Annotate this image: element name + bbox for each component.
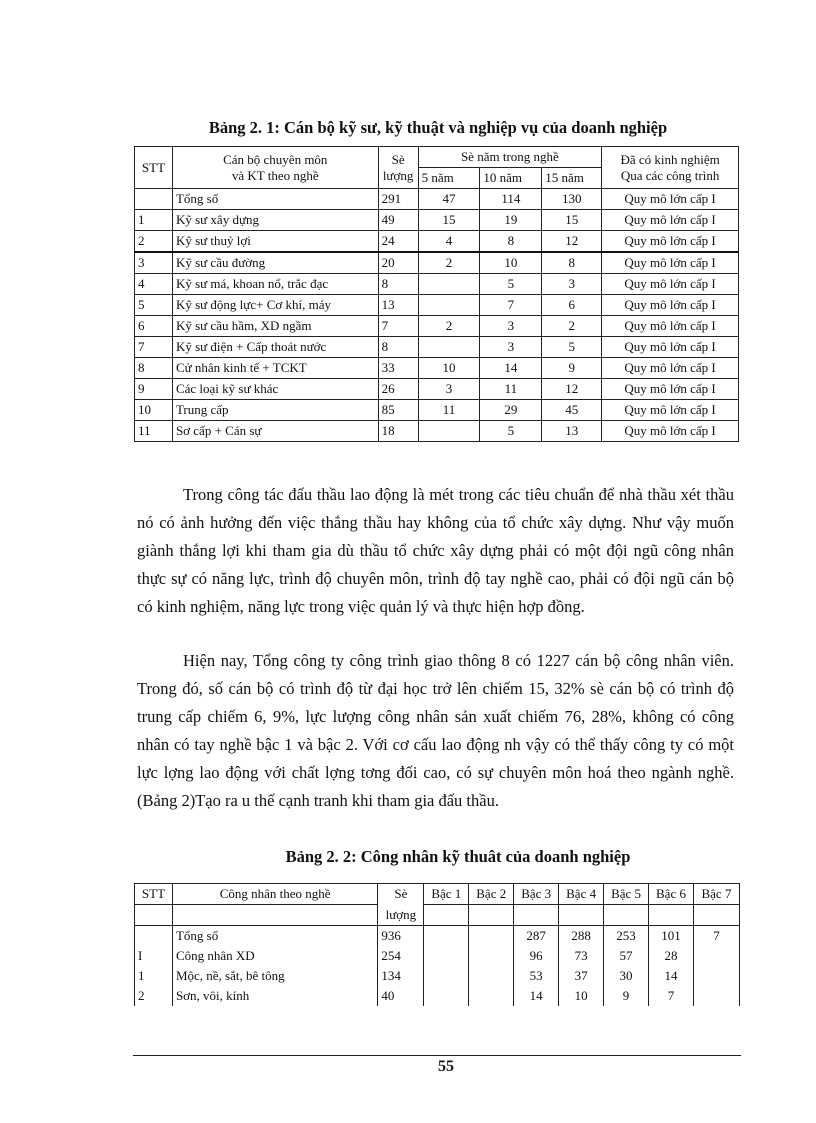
t2-header-level-2: Bậc 2 — [469, 884, 514, 905]
t2-cell-level — [469, 966, 514, 986]
paragraph-workforce — [137, 647, 734, 815]
cell-10y: 7 — [480, 295, 542, 316]
table-row — [135, 379, 739, 400]
cell-stt: 11 — [135, 421, 173, 442]
header-count — [378, 147, 418, 189]
page-number: 55 — [438, 1058, 454, 1075]
t2-cell-level: 30 — [604, 966, 649, 986]
cell-10y: 3 — [480, 316, 542, 337]
t2-cell-level: 28 — [649, 946, 694, 966]
t2-header-level-6: Bậc 6 — [649, 884, 694, 905]
header-count-line2: lượng — [382, 167, 414, 183]
cell-exp: Quy mô lớn cấp I — [602, 189, 739, 210]
t2-header-trade: Công nhân theo nghề — [172, 884, 377, 905]
table-row — [135, 337, 739, 358]
cell-5y: 2 — [418, 252, 480, 274]
cell-count: 26 — [378, 379, 418, 400]
cell-10y: 14 — [480, 358, 542, 379]
t2-cell-level: 7 — [649, 986, 694, 1006]
cell-stt: 1 — [135, 210, 173, 231]
cell-10y: 3 — [480, 337, 542, 358]
cell-count: 7 — [378, 316, 418, 337]
t2-header-level-3: Bậc 3 — [514, 884, 559, 905]
cell-exp: Quy mô lớn cấp I — [602, 231, 739, 253]
table-row — [135, 210, 739, 231]
cell-15y: 12 — [542, 379, 602, 400]
t2-cell-level — [693, 946, 739, 966]
cell-role: Kỹ sư cầu hầm, XD ngầm — [172, 316, 378, 337]
cell-15y: 8 — [542, 252, 602, 274]
cell-stt: 4 — [135, 274, 173, 295]
table-skilled-workers — [134, 883, 740, 1006]
cell-role: Kỹ sư xây dựng — [172, 210, 378, 231]
cell-5y — [418, 274, 480, 295]
table-row — [135, 946, 740, 966]
t2-header-level-7: Bậc 7 — [693, 884, 739, 905]
header-5-years: 5 năm — [418, 168, 480, 189]
cell-role: Sơ cấp + Cán sự — [172, 421, 378, 442]
cell-role: Kỹ sư động lực+ Cơ khí, máy — [172, 295, 378, 316]
cell-15y: 13 — [542, 421, 602, 442]
t2-cell-level: 53 — [514, 966, 559, 986]
cell-10y: 19 — [480, 210, 542, 231]
cell-5y — [418, 295, 480, 316]
t2-cell-stt — [135, 926, 173, 947]
t2-cell-count: 254 — [378, 946, 424, 966]
cell-5y: 4 — [418, 231, 480, 253]
header-count-line1: Sè — [391, 151, 405, 167]
t2-cell-level — [424, 926, 469, 947]
paragraph-bidding — [137, 481, 734, 621]
cell-15y: 5 — [542, 337, 602, 358]
cell-role: Tổng số — [172, 189, 378, 210]
cell-exp: Quy mô lớn cấp I — [602, 316, 739, 337]
cell-10y: 29 — [480, 400, 542, 421]
paragraph2-text: Hiện nay, Tổng công ty công trình giao thông 8 có 1227 cán bộ công nhân viên. Trong đó, số cán bộ có trình độ từ đại học trở lên chiếm 15, 32% sè cán bộ có trình độ trung cấp chiếm 6, 9%, lực lượng công nhân sản xuất chiếm 76, 28%, không có công nhân có tay nghề bậc 1 và bậc 2. Với cơ cấu lao động nh vậy có thể thấy công ty có một lực lợng lao động với chất lợng tơng đối cao, có sự chuyên môn hoá theo ngành nghề. (Bảng 2)Tạo ra u thế cạnh tranh khi tham gia đấu thầu. — [137, 651, 734, 810]
t2-cell-level: 14 — [649, 966, 694, 986]
cell-exp: Quy mô lớn cấp I — [602, 210, 739, 231]
cell-exp: Quy mô lớn cấp I — [602, 358, 739, 379]
t2-cell-count: 40 — [378, 986, 424, 1006]
t2-cell-level — [424, 986, 469, 1006]
t2-cell-level: 57 — [604, 946, 649, 966]
cell-count: 8 — [378, 337, 418, 358]
cell-exp: Quy mô lớn cấp I — [602, 295, 739, 316]
table-row — [135, 274, 739, 295]
cell-15y: 6 — [542, 295, 602, 316]
cell-10y: 10 — [480, 252, 542, 274]
cell-5y: 2 — [418, 316, 480, 337]
t2-cell-stt: 2 — [135, 986, 173, 1006]
cell-role: Cử nhân kinh tế + TCKT — [172, 358, 378, 379]
cell-10y: 5 — [480, 421, 542, 442]
table1-caption: Bảng 2. 1: Cán bộ kỹ sư, kỹ thuật và nghiệp vụ của doanh nghiệp — [208, 118, 668, 137]
table-row — [135, 189, 739, 210]
cell-stt: 9 — [135, 379, 173, 400]
cell-count: 291 — [378, 189, 418, 210]
table-row — [135, 295, 739, 316]
t2-cell-level — [469, 926, 514, 947]
cell-count: 8 — [378, 274, 418, 295]
t2-header-count-line2: lượng — [378, 905, 424, 926]
t2-header-level-4: Bậc 4 — [559, 884, 604, 905]
t2-cell-level: 37 — [559, 966, 604, 986]
cell-exp: Quy mô lớn cấp I — [602, 274, 739, 295]
t2-header-level-1: Bậc 1 — [424, 884, 469, 905]
cell-5y: 47 — [418, 189, 480, 210]
cell-15y: 45 — [542, 400, 602, 421]
t2-cell-trade: Mộc, nề, sắt, bê tông — [172, 966, 377, 986]
table-row — [135, 421, 739, 442]
table-row — [135, 986, 740, 1006]
cell-count: 85 — [378, 400, 418, 421]
cell-role: Kỹ sư điện + Cấp thoát nước — [172, 337, 378, 358]
cell-role: Kỹ sư thuỷ lợi — [172, 231, 378, 253]
t2-cell-level — [469, 986, 514, 1006]
table-row — [135, 926, 740, 947]
footer-divider — [133, 1055, 741, 1056]
cell-stt: 6 — [135, 316, 173, 337]
header-stt: STT — [135, 147, 173, 189]
cell-5y: 3 — [418, 379, 480, 400]
cell-count: 24 — [378, 231, 418, 253]
t2-cell-level: 101 — [649, 926, 694, 947]
t2-cell-level: 288 — [559, 926, 604, 947]
cell-count: 49 — [378, 210, 418, 231]
cell-5y — [418, 337, 480, 358]
cell-15y: 9 — [542, 358, 602, 379]
header-exp-line2: Qua các công trình — [620, 167, 720, 183]
t2-cell-level: 73 — [559, 946, 604, 966]
t2-cell-level — [693, 986, 739, 1006]
cell-count: 13 — [378, 295, 418, 316]
t2-cell-count: 936 — [378, 926, 424, 947]
t2-cell-trade: Công nhân XD — [172, 946, 377, 966]
t2-cell-level: 9 — [604, 986, 649, 1006]
cell-stt: 3 — [135, 252, 173, 274]
cell-10y: 11 — [480, 379, 542, 400]
cell-count: 33 — [378, 358, 418, 379]
t2-cell-stt: I — [135, 946, 173, 966]
cell-exp: Quy mô lớn cấp I — [602, 379, 739, 400]
t2-cell-level: 7 — [693, 926, 739, 947]
t2-header-level-5: Bậc 5 — [604, 884, 649, 905]
header-10-years: 10 năm — [480, 168, 542, 189]
t2-cell-level: 287 — [514, 926, 559, 947]
cell-stt: 7 — [135, 337, 173, 358]
cell-exp: Quy mô lớn cấp I — [602, 421, 739, 442]
cell-15y: 130 — [542, 189, 602, 210]
table-row — [135, 966, 740, 986]
header-role-line2: và KT theo nghề — [231, 167, 319, 183]
cell-15y: 3 — [542, 274, 602, 295]
cell-role: Kỹ sư cầu đường — [172, 252, 378, 274]
cell-10y: 8 — [480, 231, 542, 253]
cell-stt — [135, 189, 173, 210]
t2-cell-level — [469, 946, 514, 966]
table-row — [135, 358, 739, 379]
table2-caption: Bảng 2. 2: Công nhân kỹ thuât của doanh nghiệp — [285, 847, 631, 866]
t2-cell-level — [693, 966, 739, 986]
t2-cell-level: 10 — [559, 986, 604, 1006]
table-row — [135, 252, 739, 274]
cell-15y: 2 — [542, 316, 602, 337]
cell-stt: 2 — [135, 231, 173, 253]
table-row — [135, 231, 739, 253]
t2-cell-level: 253 — [604, 926, 649, 947]
cell-count: 20 — [378, 252, 418, 274]
cell-5y — [418, 421, 480, 442]
cell-5y: 11 — [418, 400, 480, 421]
t2-cell-level: 96 — [514, 946, 559, 966]
table-row — [135, 316, 739, 337]
cell-stt: 8 — [135, 358, 173, 379]
cell-5y: 10 — [418, 358, 480, 379]
cell-10y: 5 — [480, 274, 542, 295]
cell-role: Trung cấp — [172, 400, 378, 421]
t2-header-stt: STT — [135, 884, 173, 905]
header-exp-line1: Đã có kinh nghiệm — [620, 151, 720, 167]
t2-cell-level — [424, 946, 469, 966]
t2-cell-level: 14 — [514, 986, 559, 1006]
t2-cell-level — [424, 966, 469, 986]
t2-cell-trade: Sơn, vôi, kính — [172, 986, 377, 1006]
t2-cell-count: 134 — [378, 966, 424, 986]
cell-exp: Quy mô lớn cấp I — [602, 337, 739, 358]
t2-cell-stt: 1 — [135, 966, 173, 986]
cell-exp: Quy mô lớn cấp I — [602, 400, 739, 421]
paragraph1-text: Trong công tác đấu thầu lao động là mét trong các tiêu chuẩn để nhà thầu xét thầu nó có ảnh hưởng đến việc thắng thầu hay không của tổ chức xây dựng. Như vậy muốn giành thắng lợi khi tham gia dù thầu tổ chức xây dựng phải có một đội ngũ công nhân thực sự có năng lực, trình độ chuyên môn, trình độ tay nghề cao, phải có đội ngũ cán bộ có kinh nghiệm, năng lực trong việc quản lý và thực hiện hợp đồng. — [137, 485, 734, 616]
cell-role: Kỹ sư má, khoan nổ, trắc đạc — [172, 274, 378, 295]
header-years-group: Sè năm trong nghề — [418, 147, 602, 168]
t2-cell-trade: Tổng số — [172, 926, 377, 947]
cell-count: 18 — [378, 421, 418, 442]
cell-15y: 15 — [542, 210, 602, 231]
cell-15y: 12 — [542, 231, 602, 253]
header-15-years: 15 năm — [542, 168, 602, 189]
t2-header-count-line1: Sè — [378, 884, 424, 905]
table-row — [135, 400, 739, 421]
header-role — [172, 147, 378, 189]
header-role-line1: Cán bộ chuyên môn — [223, 151, 328, 167]
cell-10y: 114 — [480, 189, 542, 210]
cell-stt: 5 — [135, 295, 173, 316]
table-staff-engineers — [134, 146, 739, 442]
cell-stt: 10 — [135, 400, 173, 421]
cell-5y: 15 — [418, 210, 480, 231]
header-experience — [602, 147, 739, 189]
cell-exp: Quy mô lớn cấp I — [602, 252, 739, 274]
cell-role: Các loại kỹ sư khác — [172, 379, 378, 400]
